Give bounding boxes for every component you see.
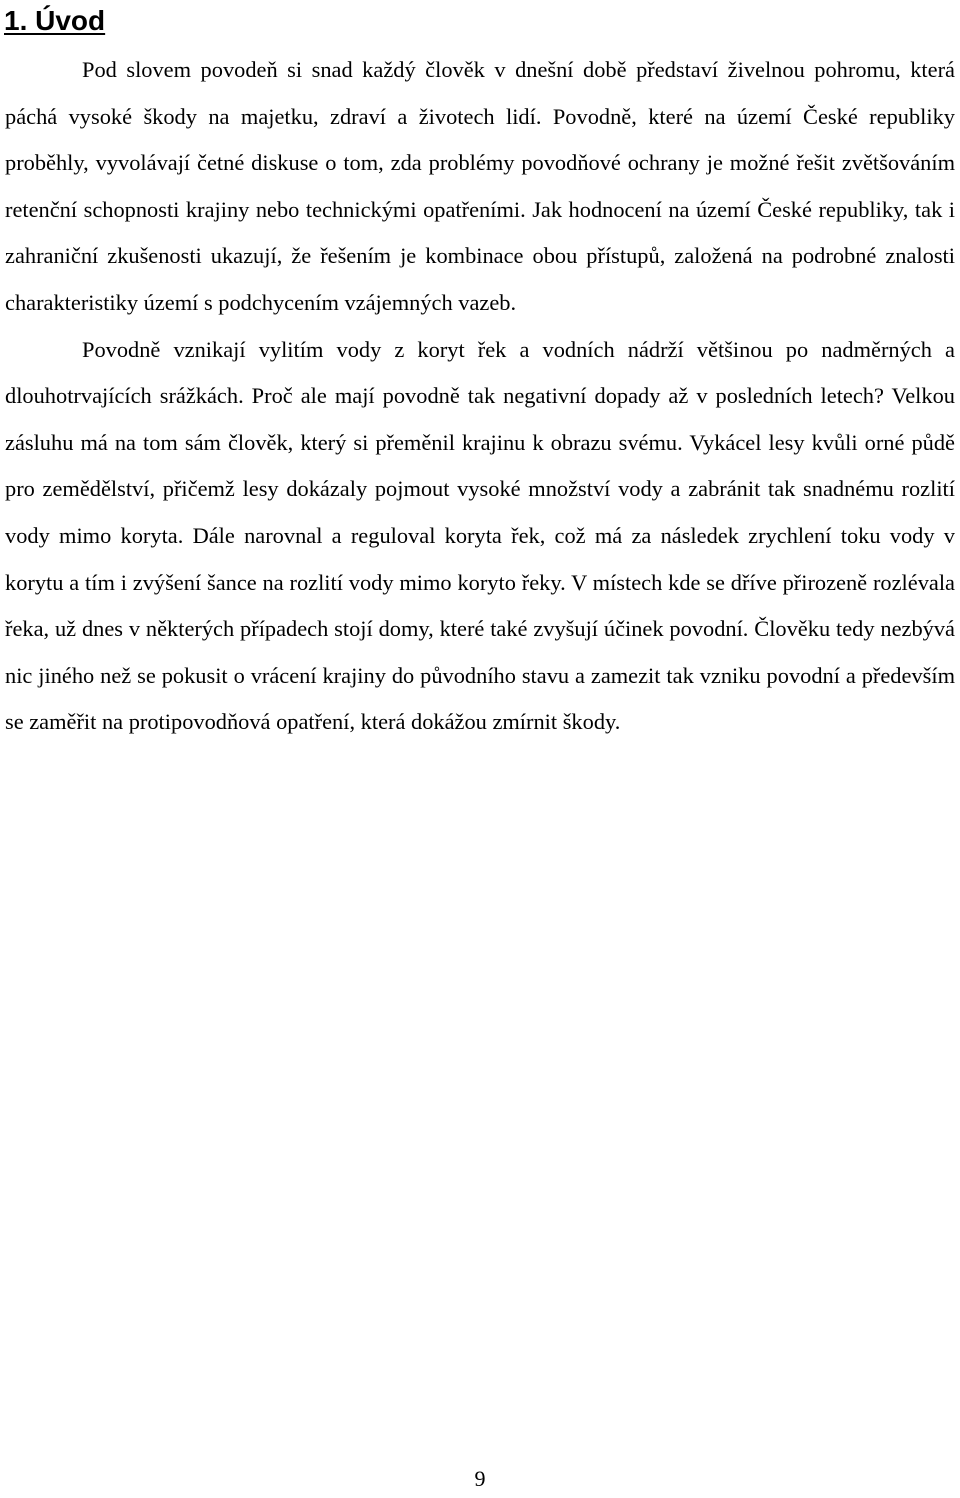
section-heading: 1. Úvod — [4, 5, 106, 36]
page-number: 9 — [474, 1466, 486, 1491]
paragraph-1: Pod slovem povodeň si snad každý člověk v dnešní době představí živelnou pohromu, která páchá vysoké škody na majetku, zdraví a životech lidí. Povodně, které na území České republiky proběhly, vyvolávají četné diskuse o tom, zda problémy povodňové ochrany je možné řešit zvětšováním retenční schopnosti krajiny nebo technickými opatřeními. Jak hodnocení na území České republiky, tak i zahraniční zkušenosti ukazují, že řešením je kombinace obou přístupů, založená na podrobné znalosti charakteristiky území s podchycením vzájemných vazeb. — [5, 57, 955, 315]
body-text — [5, 47, 955, 746]
paragraph-2: Povodně vznikají vylitím vody z koryt řek a vodních nádrží většinou po nadměrných a dlouhotrvajících srážkách. Proč ale mají povodně tak negativní dopady až v posledních letech? Velkou zásluhu má na tom sám člověk, který si přeměnil krajinu k obrazu svému. Vykácel lesy kvůli orné půdě pro zemědělství, přičemž lesy dokázaly pojmout vysoké množství vody a zabránit tak snadnému rozlití vody mimo koryta. Dále narovnal a reguloval koryta řek, což má za následek zrychlení toku vody v korytu a tím i zvýšení šance na rozlití vody mimo koryto řeky. V místech kde se dříve přirozeně rozlévala řeka, už dnes v některých případech stojí domy, které také zvyšují účinek povodní. Člověku tedy nezbývá nic jiného než se pokusit o vrácení krajiny do původního stavu a zamezit tak vzniku povodní a především se zaměřit na protipovodňová opatření, která dokážou zmírnit škody. — [5, 336, 955, 735]
